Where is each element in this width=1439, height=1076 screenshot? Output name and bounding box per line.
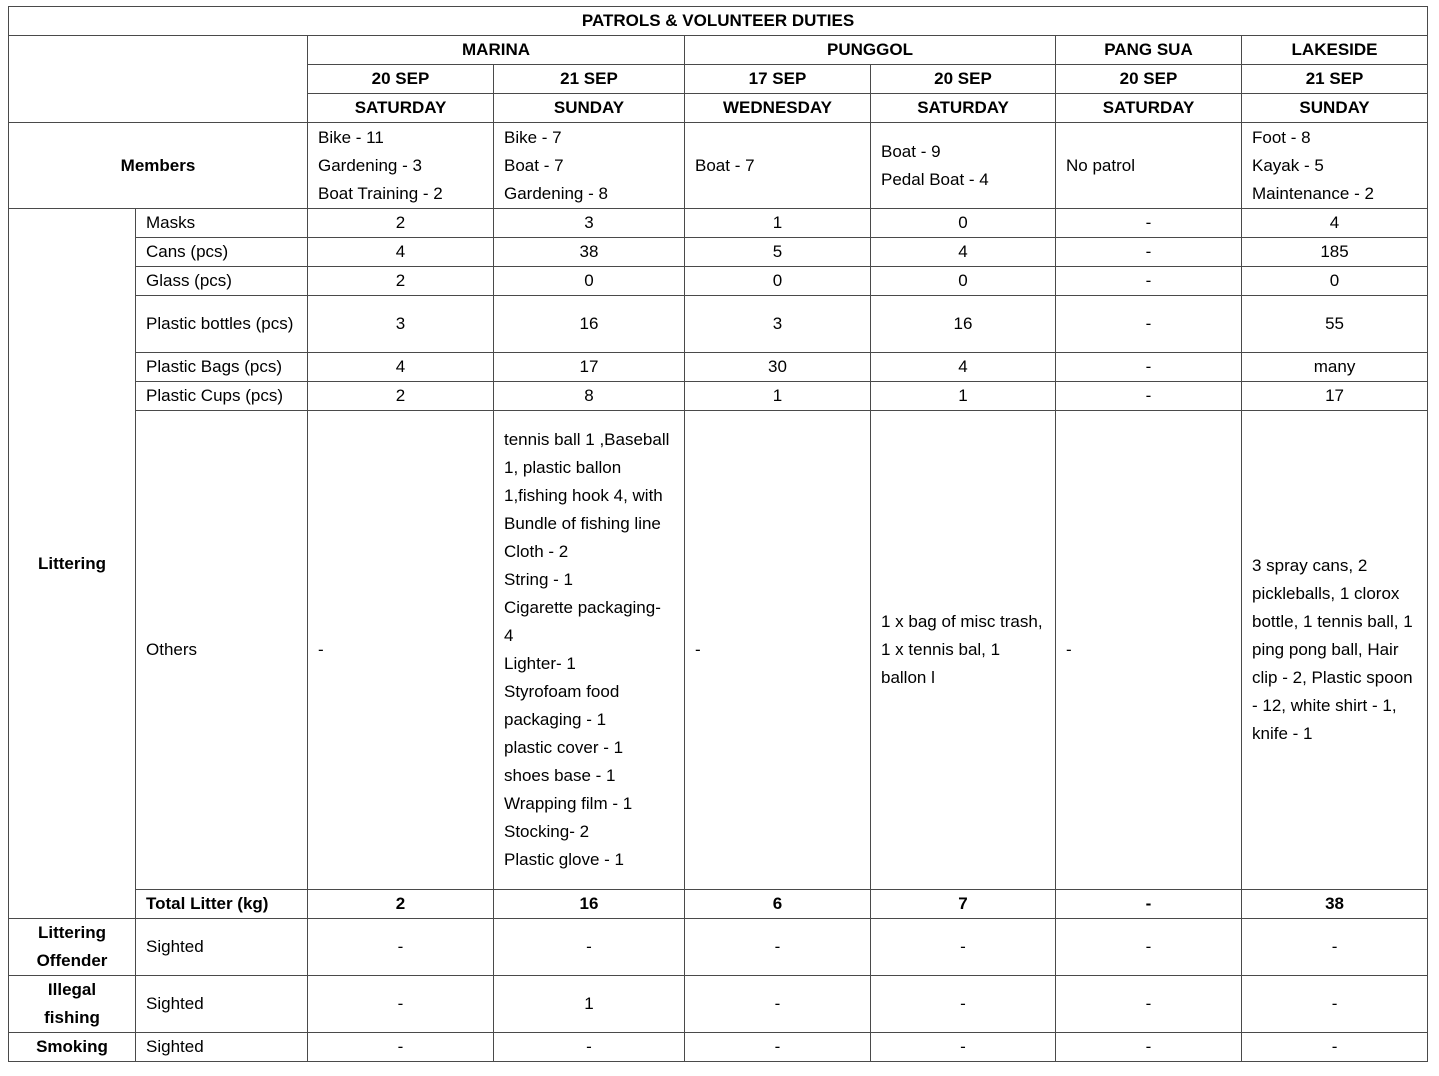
header-corner [9,36,308,123]
total-cell: 7 [871,890,1056,919]
members-cell [308,123,494,209]
value-cell: 185 [1242,238,1428,267]
value-cell: - [685,976,871,1033]
date-cell: 17 SEP [685,65,871,94]
fishing-label: Illegal fishing [9,976,136,1033]
members-line: Boat - 7 [504,155,564,175]
date-cell: 20 SEP [1056,65,1242,94]
location-punggol: PUNGGOL [685,36,1056,65]
value-cell: 1 [685,382,871,411]
littering-label: Littering [9,209,136,919]
others-line: Cigarette packaging- 4 [504,598,661,645]
table-row [9,382,1428,411]
table-row [9,296,1428,353]
members-line: Kayak - 5 [1252,155,1324,175]
day-cell: SATURDAY [308,94,494,123]
value-cell: 4 [871,238,1056,267]
members-line: Pedal Boat - 4 [881,169,989,189]
row-label: Others [136,411,308,890]
table-row [9,267,1428,296]
value-cell: 30 [685,353,871,382]
value-cell: - [871,919,1056,976]
table-row [9,411,1428,890]
value-cell: 17 [494,353,685,382]
row-label: Cans (pcs) [136,238,308,267]
members-line: Foot - 8 [1252,127,1311,147]
others-line: Stocking- 2 [504,822,590,841]
row-label: Plastic Bags (pcs) [136,353,308,382]
value-cell: 0 [685,267,871,296]
others-line: String - 1 [504,570,573,589]
members-label: Members [9,123,308,209]
members-cell [871,123,1056,209]
others-cell: - [1056,411,1242,890]
total-row [9,890,1428,919]
value-cell: 16 [494,296,685,353]
value-cell: - [871,1033,1056,1062]
row-label: Plastic bottles (pcs) [136,296,308,353]
value-cell: 17 [1242,382,1428,411]
table-row [9,919,1428,976]
table-row [9,976,1428,1033]
value-cell: - [1056,238,1242,267]
value-cell: 3 [308,296,494,353]
members-line: Boat - 9 [881,141,941,161]
table-title: PATROLS & VOLUNTEER DUTIES [9,7,1428,36]
value-cell: - [1056,353,1242,382]
others-line: Plastic glove - 1 [504,850,624,869]
row-label: Masks [136,209,308,238]
value-cell: 1 [685,209,871,238]
members-line: Bike - 11 [318,127,384,147]
date-cell: 20 SEP [871,65,1056,94]
day-cell: SATURDAY [871,94,1056,123]
total-cell: 6 [685,890,871,919]
value-cell: 0 [871,209,1056,238]
day-cell: SATURDAY [1056,94,1242,123]
value-cell: - [494,1033,685,1062]
value-cell: 4 [308,238,494,267]
value-cell: - [1056,1033,1242,1062]
others-line: Lighter- 1 [504,654,576,673]
others-cell: 1 x bag of misc trash, 1 x tennis bal, 1 ballon l [871,411,1056,890]
value-cell: - [1056,267,1242,296]
members-line: No patrol [1066,155,1135,175]
members-line: Boat Training - 2 [318,183,443,203]
value-cell: 2 [308,267,494,296]
value-cell: 5 [685,238,871,267]
members-line: Maintenance - 2 [1252,183,1374,203]
row-label: Plastic Cups (pcs) [136,382,308,411]
others-cell: 3 spray cans, 2 pickleballs, 1 clorox bottle, 1 tennis ball, 1 ping pong ball, Hair clip - 2, Plastic spoon - 12, white shirt - 1, knife - 1 [1242,411,1428,890]
members-cell [685,123,871,209]
others-cell: - [308,411,494,890]
value-cell: many [1242,353,1428,382]
value-cell: - [494,919,685,976]
total-cell: 2 [308,890,494,919]
row-label: Sighted [136,976,308,1033]
value-cell: 16 [871,296,1056,353]
value-cell: - [308,1033,494,1062]
value-cell: - [685,1033,871,1062]
value-cell: - [1056,296,1242,353]
value-cell: - [1242,919,1428,976]
members-line: Bike - 7 [504,127,562,147]
day-cell: WEDNESDAY [685,94,871,123]
table-row [9,353,1428,382]
others-cell: - [685,411,871,890]
location-marina: MARINA [308,36,685,65]
day-cell: SUNDAY [494,94,685,123]
location-lakeside: LAKESIDE [1242,36,1428,65]
others-line: plastic cover - 1 [504,738,624,757]
value-cell: - [1056,382,1242,411]
value-cell: 0 [1242,267,1428,296]
value-cell: - [308,976,494,1033]
value-cell: - [1242,1033,1428,1062]
offender-label: Littering Offender [9,919,136,976]
value-cell: - [308,919,494,976]
value-cell: 1 [494,976,685,1033]
total-cell: 16 [494,890,685,919]
value-cell: 0 [494,267,685,296]
date-cell: 21 SEP [494,65,685,94]
value-cell: 38 [494,238,685,267]
members-cell [494,123,685,209]
members-cell [1056,123,1242,209]
total-cell: - [1056,890,1242,919]
smoking-label: Smoking [9,1033,136,1062]
value-cell: 4 [1242,209,1428,238]
value-cell: - [1056,209,1242,238]
value-cell: 2 [308,382,494,411]
value-cell: - [1056,919,1242,976]
date-cell: 20 SEP [308,65,494,94]
row-label: Sighted [136,1033,308,1062]
row-label: Sighted [136,919,308,976]
others-line: tennis ball 1 ,Baseball 1, plastic ballon 1,fishing hook 4, with Bundle of fishing line [504,430,670,533]
value-cell: 0 [871,267,1056,296]
patrol-report [8,6,1428,1062]
total-label: Total Litter (kg) [136,890,308,919]
table-row [9,238,1428,267]
patrol-table [8,6,1428,1062]
others-line: Wrapping film - 1 [504,794,633,813]
value-cell: - [1242,976,1428,1033]
value-cell: - [871,976,1056,1033]
table-row [9,209,1428,238]
members-line: Gardening - 8 [504,183,608,203]
members-cell [1242,123,1428,209]
value-cell: 3 [685,296,871,353]
value-cell: 55 [1242,296,1428,353]
value-cell: 4 [871,353,1056,382]
members-line: Boat - 7 [695,155,755,175]
row-label: Glass (pcs) [136,267,308,296]
value-cell: 1 [871,382,1056,411]
total-cell: 38 [1242,890,1428,919]
value-cell: 2 [308,209,494,238]
value-cell: 3 [494,209,685,238]
value-cell: 4 [308,353,494,382]
value-cell: 8 [494,382,685,411]
day-cell: SUNDAY [1242,94,1428,123]
others-line: shoes base - 1 [504,766,616,785]
members-line: Gardening - 3 [318,155,422,175]
location-pang-sua: PANG SUA [1056,36,1242,65]
others-cell [494,411,685,890]
value-cell: - [1056,976,1242,1033]
date-cell: 21 SEP [1242,65,1428,94]
others-line: Styrofoam food packaging - 1 [504,682,620,729]
value-cell: - [685,919,871,976]
table-row [9,1033,1428,1062]
others-line: Cloth - 2 [504,542,569,561]
